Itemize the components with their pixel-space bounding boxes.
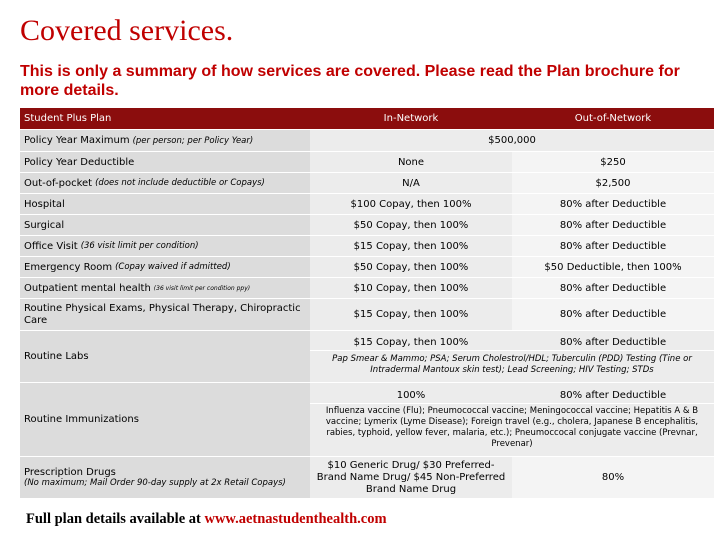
row-label: Surgical xyxy=(24,219,65,231)
row-out-network: 80% after Deductible xyxy=(512,278,714,298)
row-in-network: N/A xyxy=(310,173,512,193)
row-label: Routine Physical Exams, Physical Therapy, Chiropractic Care xyxy=(24,302,301,326)
row-in-network: $50 Copay, then 100% xyxy=(310,215,512,235)
row-out-network: 80% after Deductible xyxy=(512,299,714,330)
row-in-network: $15 Copay, then 100% xyxy=(310,236,512,256)
rx-out-network: 80% xyxy=(512,457,714,498)
policy-max-note: (per person; per Policy Year) xyxy=(132,135,254,146)
policy-max-row xyxy=(20,130,714,152)
row-label-cell xyxy=(20,236,310,256)
rx-note: (No maximum; Mail Order 90-day supply at 2x Retail Copays) xyxy=(24,477,286,488)
table-row xyxy=(20,299,714,331)
row-label-cell xyxy=(20,278,310,298)
row-label-cell xyxy=(20,215,310,235)
header-service: Student Plus Plan xyxy=(20,108,310,129)
row-note: (does not include deductible or Copays) xyxy=(95,178,265,188)
row-label-cell xyxy=(20,194,310,214)
row-label: Emergency Room xyxy=(24,261,113,273)
table-row xyxy=(20,215,714,236)
page-title: Covered services. xyxy=(20,14,234,47)
row-out-network: 80% after Deductible xyxy=(512,194,714,214)
page-subtitle: This is only a summary of how services are covered. Please read the Plan brochure for more details. xyxy=(20,63,680,99)
immunizations-out-network: 80% after Deductible xyxy=(559,389,667,401)
rx-in-network: $10 Generic Drug/ $30 Preferred-Brand Name Drug/ $45 Non-Preferred Brand Name Drug xyxy=(310,457,512,498)
rx-row xyxy=(20,457,714,499)
table-row xyxy=(20,194,714,215)
row-label-cell xyxy=(20,152,310,172)
immunizations-row xyxy=(20,383,714,457)
immunizations-label-cell xyxy=(20,383,310,456)
row-out-network: 80% after Deductible xyxy=(512,215,714,235)
labs-row xyxy=(20,331,714,383)
immunizations-in-network: 100% xyxy=(396,389,426,401)
immunizations-value-row xyxy=(310,387,714,404)
row-in-network: $15 Copay, then 100% xyxy=(310,299,512,330)
labs-value-row xyxy=(310,335,714,351)
immunizations-label: Routine Immunizations xyxy=(24,414,139,425)
row-label: Hospital xyxy=(24,198,65,210)
labs-label: Routine Labs xyxy=(24,351,89,362)
header-out-network: Out-of-Network xyxy=(512,108,714,129)
row-in-network: $10 Copay, then 100% xyxy=(310,278,512,298)
immunizations-values xyxy=(310,383,714,456)
row-label: Out-of-pocket xyxy=(24,177,93,189)
row-label-cell xyxy=(20,257,310,277)
footer-note xyxy=(26,511,387,528)
rx-label-cell xyxy=(20,457,310,498)
row-note: (36 visit limit per condition ppy) xyxy=(153,284,251,292)
row-label: Policy Year Deductible xyxy=(24,156,135,168)
row-label-cell xyxy=(20,173,310,193)
policy-max-value: $500,000 xyxy=(310,130,714,151)
table-row xyxy=(20,278,714,299)
labs-label-cell xyxy=(20,331,310,382)
footer-url-link[interactable]: www.aetnastudenthealth.com xyxy=(204,511,387,527)
table-row xyxy=(20,173,714,194)
row-label: Office Visit xyxy=(24,240,78,252)
row-in-network: $100 Copay, then 100% xyxy=(310,194,512,214)
rx-label: Prescription Drugs xyxy=(24,466,116,478)
row-note: (Copay waived if admitted) xyxy=(115,262,231,272)
immunizations-detail: Influenza vaccine (Flu); Pneumococcal vaccine; Meningococcal vaccine; Hepatitis A & B vaccine; Lymerix (Lyme Disease); Foreign travel (e.g., cholera, Japanese B encephalitis, rabies, typhoid, yellow fever, malaria, etc.); Pneumoccocal conjugate vaccine (Prevnar, Prevenar) xyxy=(325,406,699,449)
coverage-table xyxy=(20,108,714,499)
table-row xyxy=(20,152,714,173)
labs-in-network: $15 Copay, then 100% xyxy=(353,336,469,348)
labs-detail: Pap Smear & Mammo; PSA; Serum Cholestrol/HDL; Tuberculin (PDD) Testing (Tine or Intradermal Mantoux skin test); Lead Screening; HIV Testing; STDs xyxy=(332,353,692,375)
row-label-cell xyxy=(20,299,310,330)
row-out-network: $250 xyxy=(512,152,714,172)
table-header-row xyxy=(20,108,714,130)
row-in-network: None xyxy=(310,152,512,172)
row-label: Outpatient mental health xyxy=(24,282,151,294)
header-in-network: In-Network xyxy=(310,108,512,129)
row-out-network: $2,500 xyxy=(512,173,714,193)
policy-max-label-cell xyxy=(20,130,310,151)
row-note: (36 visit limit per condition) xyxy=(80,241,199,251)
policy-max-label: Policy Year Maximum xyxy=(24,135,130,146)
table-row xyxy=(20,236,714,257)
labs-out-network: 80% after Deductible xyxy=(559,336,667,348)
row-out-network: 80% after Deductible xyxy=(512,236,714,256)
table-row xyxy=(20,257,714,278)
row-out-network: $50 Deductible, then 100% xyxy=(512,257,714,277)
footer-text: Full plan details available at xyxy=(26,511,201,527)
row-in-network: $50 Copay, then 100% xyxy=(310,257,512,277)
labs-values xyxy=(310,331,714,382)
